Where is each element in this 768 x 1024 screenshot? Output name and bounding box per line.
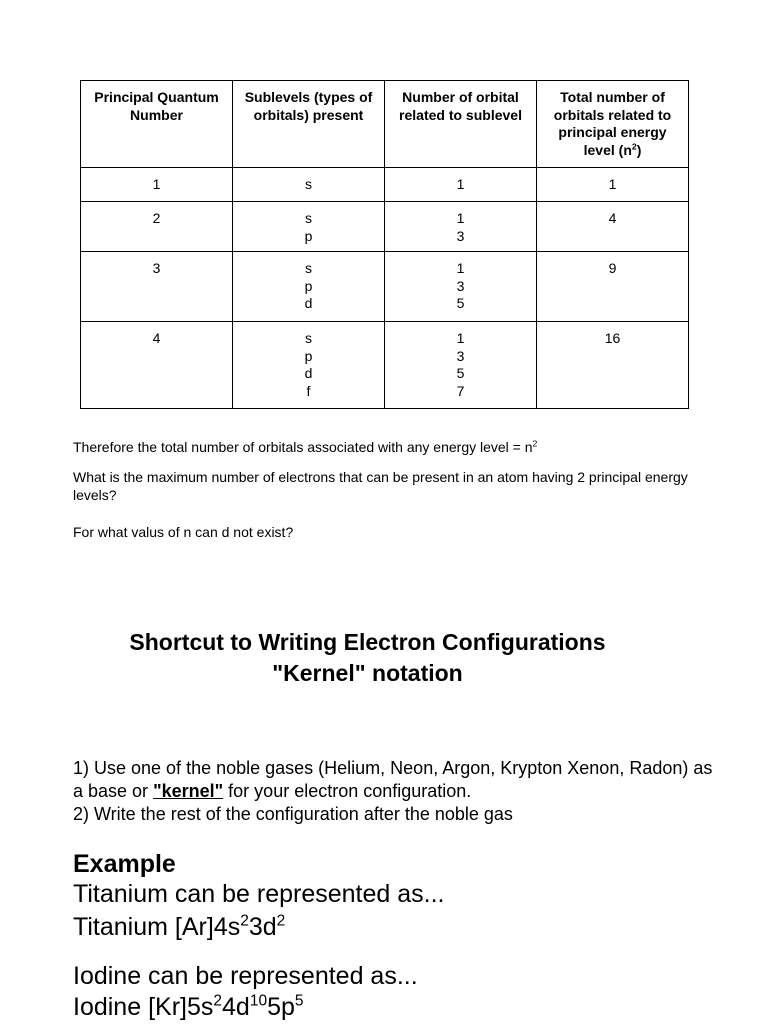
therefore-sup: 2 <box>532 438 538 449</box>
titanium-configuration <box>73 911 285 943</box>
question-d-not-exist: For what valus of n can d not exist? <box>73 524 294 540</box>
sublevel: d <box>304 365 313 381</box>
cell-sublevels <box>233 322 385 409</box>
electron-count: 10 <box>249 992 268 1010</box>
orbital-count: 5 <box>456 365 465 381</box>
cell-total: 9 <box>537 252 689 322</box>
electron-count: 2 <box>276 912 286 930</box>
orbital-count: 3 <box>456 347 465 364</box>
cell-orbitals <box>385 202 537 252</box>
instructions <box>73 757 713 826</box>
kernel-term: "kernel" <box>153 781 224 801</box>
table-row <box>81 168 689 202</box>
sublevel: f <box>306 382 311 399</box>
sublevel: p <box>304 227 313 244</box>
table-header-row <box>81 81 689 168</box>
table-row <box>81 252 689 322</box>
section-title: Shortcut to Writing Electron Configurations <box>129 629 606 655</box>
cell-total: 16 <box>537 322 689 409</box>
orbital-term: 4d <box>222 993 250 1021</box>
orbital-term: 5p <box>267 993 295 1021</box>
header-principal-quantum-number: Principal Quantum Number <box>81 81 233 168</box>
electron-count: 5 <box>294 992 304 1010</box>
step-1 <box>73 757 713 803</box>
orbital-term: 5s <box>186 993 214 1021</box>
orbital-term: 3d <box>248 913 277 941</box>
question-max-electrons: What is the maximum number of electrons that can be present in an atom having 2 principal energy levels? <box>73 469 688 503</box>
sublevel: s <box>305 330 312 346</box>
header-sublevels: Sublevels (types of orbitals) present <box>233 81 385 168</box>
step-2: 2) Write the rest of the configuration after the noble gas <box>73 804 513 824</box>
header-orbitals-per-sublevel: Number of orbital related to sublevel <box>385 81 537 168</box>
sublevel: d <box>304 295 313 311</box>
noble-gas-kernel: [Ar] <box>174 913 214 941</box>
orbital-table <box>80 80 689 409</box>
step-1-text-before: 1) Use one of the noble gases (Helium, Neon, Argon, Krypton Xenon, Radon) as a base or <box>73 758 713 801</box>
electron-count: 2 <box>240 912 249 930</box>
table-row <box>81 202 689 252</box>
cell-orbitals <box>385 252 537 322</box>
noble-gas-kernel: [Kr] <box>148 993 187 1021</box>
cell-n: 3 <box>81 252 233 322</box>
sublevel: s <box>305 176 312 192</box>
example-heading: Example <box>73 850 176 878</box>
table-row <box>81 322 689 409</box>
cell-n: 1 <box>81 168 233 202</box>
electron-count: 2 <box>213 992 223 1010</box>
iodine-description: Iodine can be represented as... <box>73 962 418 990</box>
sublevel: p <box>304 347 313 364</box>
cell-total: 1 <box>537 168 689 202</box>
cell-sublevels <box>233 168 385 202</box>
orbital-count: 1 <box>456 176 465 192</box>
element-name: Titanium <box>73 913 168 941</box>
therefore-text: Therefore the total number of orbitals associated with any energy level = n <box>73 439 533 455</box>
header-total-orbitals <box>537 81 689 168</box>
iodine-configuration <box>73 991 304 1023</box>
cell-orbitals <box>385 168 537 202</box>
therefore-statement <box>73 438 693 456</box>
orbital-count: 1 <box>456 260 465 276</box>
header-total-orbitals-close: ) <box>636 141 642 158</box>
cell-n: 2 <box>81 202 233 252</box>
orbital-term: 4s <box>213 913 241 941</box>
cell-sublevels <box>233 202 385 252</box>
orbital-count: 5 <box>456 295 465 311</box>
orbital-count: 1 <box>456 210 465 226</box>
sublevel: s <box>305 210 312 226</box>
sublevel: s <box>305 260 312 276</box>
step-1-text-after: for your electron configuration. <box>223 781 472 801</box>
orbital-count: 7 <box>456 382 465 399</box>
element-name: Iodine <box>73 993 142 1021</box>
cell-n: 4 <box>81 322 233 409</box>
orbital-count: 1 <box>456 330 465 346</box>
sublevel: p <box>304 277 313 294</box>
cell-sublevels <box>233 252 385 322</box>
titanium-description: Titanium can be represented as... <box>73 880 445 908</box>
cell-total: 4 <box>537 202 689 252</box>
header-total-orbitals-text: Total number of orbitals related to principal energy level (n <box>553 89 672 158</box>
header-total-orbitals-sup: 2 <box>631 140 637 151</box>
section-subtitle: "Kernel" notation <box>272 660 463 686</box>
orbital-count: 3 <box>456 277 465 294</box>
cell-orbitals <box>385 322 537 409</box>
orbital-count: 3 <box>456 227 465 244</box>
